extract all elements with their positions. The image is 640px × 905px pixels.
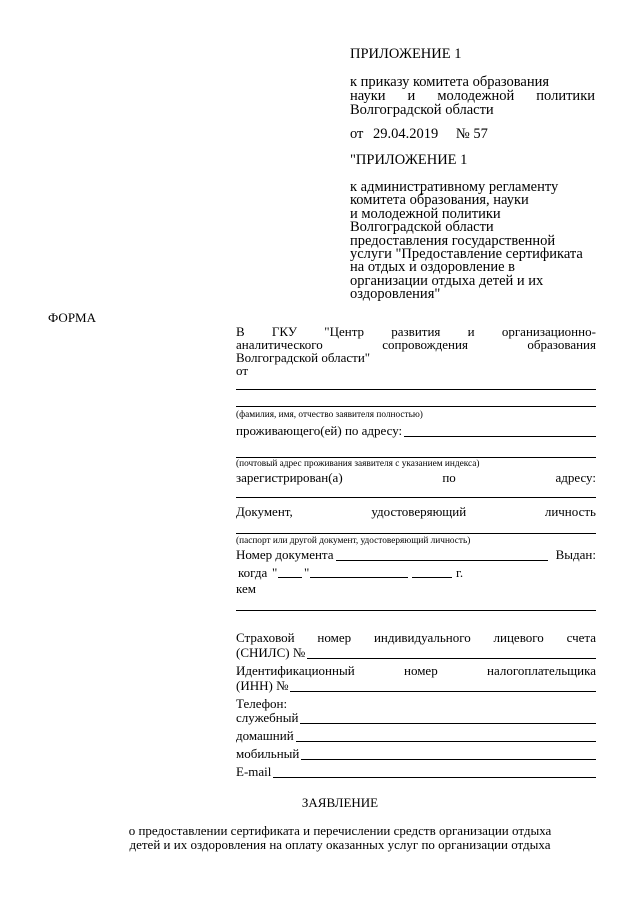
- mobile-phone-row: [236, 747, 596, 760]
- word: В: [236, 324, 245, 339]
- order-line-3: Волгоградской области: [350, 102, 494, 118]
- reg-line: и молодежной политики: [350, 205, 501, 222]
- word: Страховой: [236, 630, 295, 645]
- word: по: [442, 470, 456, 485]
- from-label: от: [236, 363, 249, 378]
- word: счета: [566, 630, 596, 645]
- issue-day-field[interactable]: [278, 566, 302, 578]
- addressee-line-3: Волгоградской области": [236, 350, 371, 365]
- home-phone-row: [236, 729, 596, 742]
- word: развития: [391, 324, 441, 339]
- issued-by-field[interactable]: [236, 610, 596, 611]
- when-label: когда: [238, 565, 268, 580]
- regulation-reference: [350, 181, 600, 302]
- document-type-field[interactable]: [236, 533, 596, 534]
- inn-field[interactable]: [290, 679, 596, 692]
- snils-number-row: [236, 646, 596, 659]
- registered-address-field[interactable]: [236, 497, 596, 498]
- home-phone-label: домашний: [236, 728, 294, 743]
- residing-address-field[interactable]: [404, 424, 596, 437]
- order-reference: [350, 75, 595, 117]
- word: и: [407, 88, 416, 104]
- email-label: E-mail: [236, 764, 272, 779]
- by-whom-label: кем: [236, 581, 256, 596]
- order-number: № 57: [455, 126, 488, 142]
- email-field[interactable]: [273, 765, 596, 778]
- inn-number-row: [236, 679, 596, 692]
- word: Идентификационный: [236, 663, 355, 678]
- issued-label: Выдан:: [555, 547, 596, 562]
- word: и: [467, 324, 475, 339]
- residing-row: [236, 424, 596, 437]
- reg-line: комитета образования, науки: [350, 192, 529, 209]
- residing-label: проживающего(ей) по адресу:: [236, 423, 403, 438]
- work-phone-row: [236, 711, 596, 724]
- word: организационно-: [501, 324, 596, 339]
- fio-field-line-2[interactable]: [236, 406, 596, 407]
- phone-label: Телефон:: [236, 696, 288, 711]
- word: индивидуального: [373, 630, 471, 645]
- snils-label: (СНИЛС) №: [236, 645, 306, 660]
- word: науки: [350, 88, 386, 104]
- word: зарегистрирован(а): [236, 470, 343, 485]
- word: молодежной: [437, 88, 515, 104]
- snils-row: [236, 631, 596, 644]
- word: удостоверяющий: [371, 504, 467, 519]
- statement-line-1: о предоставлении сертификата и перечислении средств организации отдыха: [128, 823, 552, 838]
- reg-line: к административному регламенту: [350, 179, 559, 195]
- word: аналитического: [236, 337, 323, 352]
- postal-caption: (почтовый адрес проживания заявителя с указанием индекса): [236, 459, 480, 469]
- doc-number-label: Номер документа: [236, 547, 334, 562]
- home-phone-field[interactable]: [296, 729, 596, 742]
- word: номер: [317, 630, 352, 645]
- word: лицевого: [493, 630, 544, 645]
- order-line-1: к приказу комитета образования: [350, 74, 550, 90]
- inn-label: (ИНН) №: [236, 678, 289, 693]
- order-date-line: [350, 127, 488, 141]
- word: номер: [404, 663, 438, 678]
- reg-line: организации отдыха детей и их: [350, 272, 544, 289]
- quote-close: ": [304, 565, 310, 580]
- passport-caption: (паспорт или другой документ, удостоверяющий личность): [236, 536, 471, 546]
- snils-field[interactable]: [307, 646, 596, 659]
- work-phone-field[interactable]: [300, 711, 596, 724]
- word: личность: [544, 504, 596, 519]
- issue-date-row: [238, 566, 478, 580]
- word: ГКУ: [271, 324, 298, 339]
- appendix-1-title: ПРИЛОЖЕНИЕ 1: [350, 46, 462, 62]
- residing-address-line-2[interactable]: [236, 457, 596, 458]
- word: политики: [536, 88, 595, 104]
- email-row: [236, 765, 596, 778]
- word: "Центр: [324, 324, 365, 339]
- addressee: [236, 325, 596, 377]
- issue-year-field[interactable]: [412, 566, 452, 578]
- order-date: 29.04.2019: [373, 126, 439, 142]
- issue-month-field[interactable]: [310, 566, 408, 578]
- reg-line: на отдых и оздоровление в: [350, 259, 516, 276]
- reg-line: предоставления государственной: [350, 232, 556, 249]
- word: налогоплательщика: [487, 663, 596, 678]
- reg-line: Волгоградской области: [350, 219, 494, 236]
- registered-row: [236, 471, 596, 484]
- inn-row: [236, 664, 596, 677]
- word: образования: [527, 337, 596, 352]
- reg-line: услуги "Предоставление сертификата: [350, 246, 583, 263]
- doc-number-row: [236, 548, 596, 562]
- mobile-phone-field[interactable]: [301, 747, 596, 760]
- quote-open: ": [272, 565, 278, 580]
- statement-title: ЗАЯВЛЕНИЕ: [301, 795, 379, 810]
- work-phone-label: служебный: [236, 710, 299, 725]
- statement-line-2: детей и их оздоровления на оплату оказанных услуг по организации отдыха: [129, 837, 551, 852]
- mobile-phone-label: мобильный: [236, 746, 300, 761]
- reg-line: оздоровления": [350, 286, 441, 303]
- fio-field-line-1[interactable]: [236, 389, 596, 390]
- appendix-1-quoted: "ПРИЛОЖЕНИЕ 1: [350, 152, 468, 168]
- word: сопровождения: [382, 337, 468, 352]
- document-row: [236, 505, 596, 518]
- word: Документ,: [236, 504, 293, 519]
- word: адресу:: [555, 470, 596, 485]
- date-prefix: от: [350, 126, 364, 142]
- order-line-2: [350, 89, 595, 103]
- year-suffix: г.: [456, 565, 464, 580]
- doc-number-field[interactable]: [336, 548, 548, 561]
- forma-label: ФОРМА: [48, 310, 96, 325]
- fio-caption: (фамилия, имя, отчество заявителя полностью): [236, 410, 423, 420]
